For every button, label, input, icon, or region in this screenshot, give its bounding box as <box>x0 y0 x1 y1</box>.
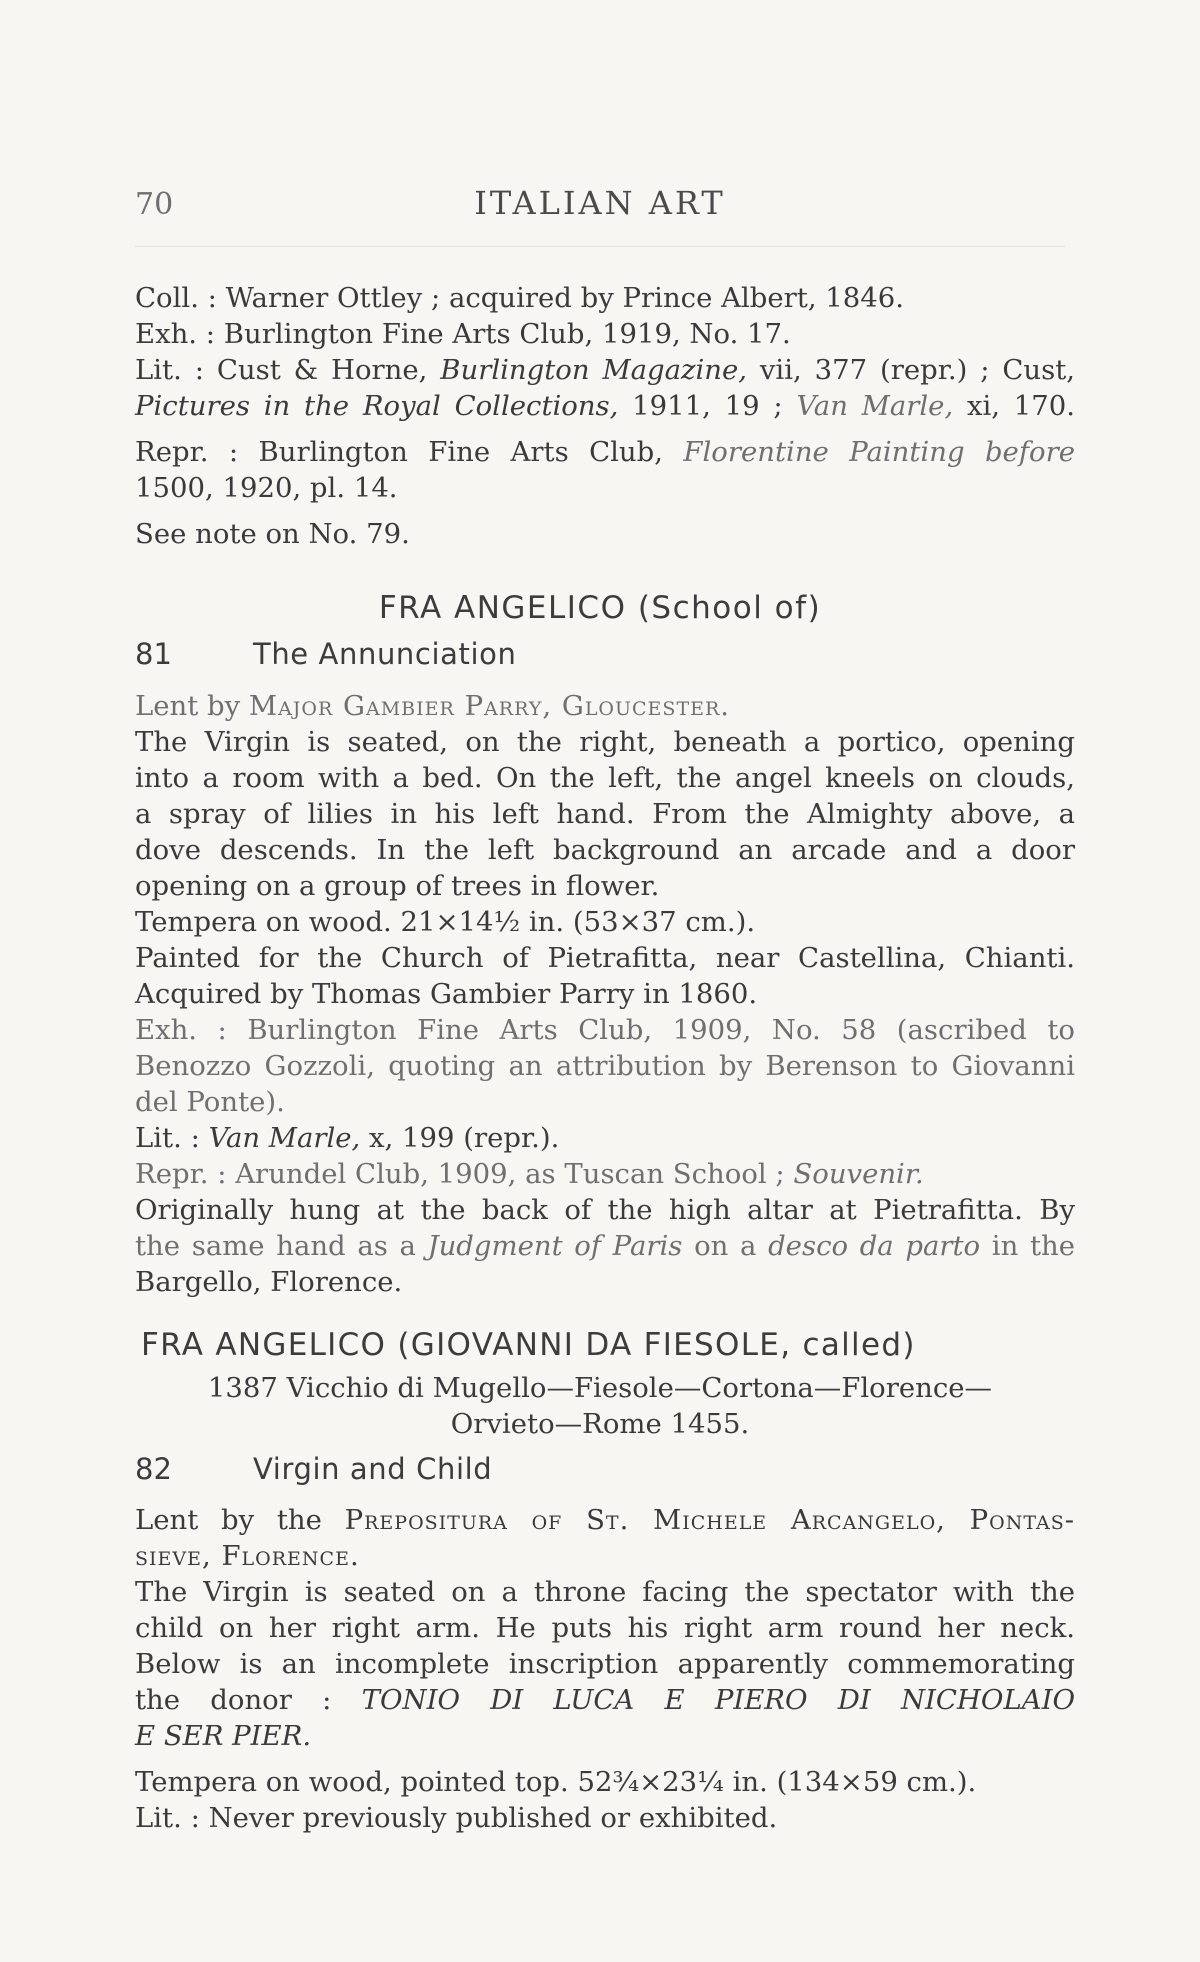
donor-inscription-line-2: E SER PIER. <box>135 1720 312 1752</box>
note-line-3: Bargello, Florence. <box>135 1266 403 1298</box>
entry-81-body <box>135 688 1075 1300</box>
inscription-text: TONIO DI LUCA E PIERO DI NICHOLAIO <box>361 1684 1075 1716</box>
exhibition-history: Exh. : Burlington Fine Arts Club, 1909, No. 58 (ascribed to Benozzo Gozzoli, quoting an attribution by Berenson to Giovanni del Ponte). <box>135 1014 1075 1118</box>
reproduction-title: Florentine Painting before <box>683 436 1075 468</box>
literature-line: Lit. : Never previously published or exhibited. <box>135 1802 778 1834</box>
literature-line-2: Pictures in the Royal Collections, 1911, 19 ; Van Marle, xi, 170. <box>135 390 1075 422</box>
exhibition-line: Exh. : Burlington Fine Arts Club, 1919, No. 17. <box>135 318 791 350</box>
reproduction-line: Repr. : Arundel Club, 1909, as Tuscan School ; Souvenir. <box>135 1158 924 1190</box>
entry-number-81: 81 <box>135 637 172 671</box>
description: The Virgin is seated, on the right, beneath a portico, opening into a room with a bed. On the left, the angel kneels on clouds, a spray of lilies in his left hand. From the Almighty above, a dove descends. In the left background an arcade and a door opening on a group of trees in flower. <box>135 726 1075 902</box>
provenance-line-1: Painted for the Church of Pietrafitta, near Castellina, Chianti. <box>135 942 1075 974</box>
page-number: 70 <box>135 187 174 222</box>
note-line-1: Originally hung at the back of the high altar at Pietrafitta. By <box>135 1194 1075 1226</box>
entry-title-virgin-child: Virgin and Child <box>253 1452 493 1486</box>
see-note: See note on No. 79. <box>135 518 410 550</box>
artist-life-line-1: 1387 Vicchio di Mugello—Fiesole—Cortona—Florence— <box>207 1372 993 1404</box>
entry-title-annunciation: The Annunciation <box>253 637 517 671</box>
lender-line: Lent by Major Gambier Parry, Gloucester. <box>135 690 731 722</box>
desco-term: desco da parto <box>768 1230 981 1262</box>
previous-entry <box>135 280 1075 552</box>
artist-life-line-2: Orvieto—Rome 1455. <box>450 1408 750 1440</box>
repr-title: Souvenir. <box>793 1158 924 1190</box>
header-rule <box>135 246 1065 247</box>
medium-dimensions: Tempera on wood. 21×14½ in. (53×37 cm.). <box>135 906 756 938</box>
note-line-2: the same hand as a Judgment of Paris on a desco da parto in the <box>135 1230 1076 1262</box>
lender-line-1: Lent by the Prepositura of St. Michele Arcangelo, Pontas- <box>135 1504 1075 1536</box>
artist-heading-fra-angelico: FRA ANGELICO (GIOVANNI DA FIESOLE, called) <box>141 1327 916 1363</box>
reproduction-line-2: 1500, 1920, pl. 14. <box>135 472 398 504</box>
collection-line: Coll. : Warner Ottley ; acquired by Prince Albert, 1846. <box>135 282 905 314</box>
entry-82-body <box>135 1502 1075 1836</box>
lender-line-2: sieve, Florence. <box>135 1540 360 1572</box>
donor-inscription-line-1: the donor : TONIO DI LUCA E PIERO DI NICHOLAIO <box>135 1684 1075 1716</box>
running-title: ITALIAN ART <box>474 184 726 222</box>
work-title: Judgment of Paris <box>427 1230 683 1262</box>
literature-line: Lit. : Van Marle, x, 199 (repr.). <box>135 1122 560 1154</box>
entry-number-82: 82 <box>135 1452 172 1486</box>
artist-heading-school: FRA ANGELICO (School of) <box>378 590 822 626</box>
provenance-line-2: Acquired by Thomas Gambier Parry in 1860. <box>135 978 758 1010</box>
medium-dimensions: Tempera on wood, pointed top. 52¾×23¼ in. (134×59 cm.). <box>135 1766 977 1798</box>
lender-name: Major Gambier Parry, Gloucester. <box>248 690 731 722</box>
author-ref: Van Marle, <box>796 390 954 422</box>
description: The Virgin is seated on a throne facing the spectator with the child on her right arm. He puts his right arm round her neck. Below is an incomplete inscription apparently commemorating <box>135 1576 1075 1680</box>
literature-line-1: Lit. : Cust & Horne, Burlington Magazine, vii, 377 (repr.) ; Cust, <box>135 354 1075 386</box>
lender-name-1: Prepositura of St. Michele Arcangelo, Pontas- <box>344 1504 1075 1536</box>
reproduction-line-1: Repr. : Burlington Fine Arts Club, Florentine Painting before <box>135 436 1075 468</box>
journal-title: Burlington Magazine, <box>440 354 748 386</box>
book-title: Pictures in the Royal Collections, <box>135 390 619 422</box>
lit-author: Van Marle, <box>208 1122 361 1154</box>
